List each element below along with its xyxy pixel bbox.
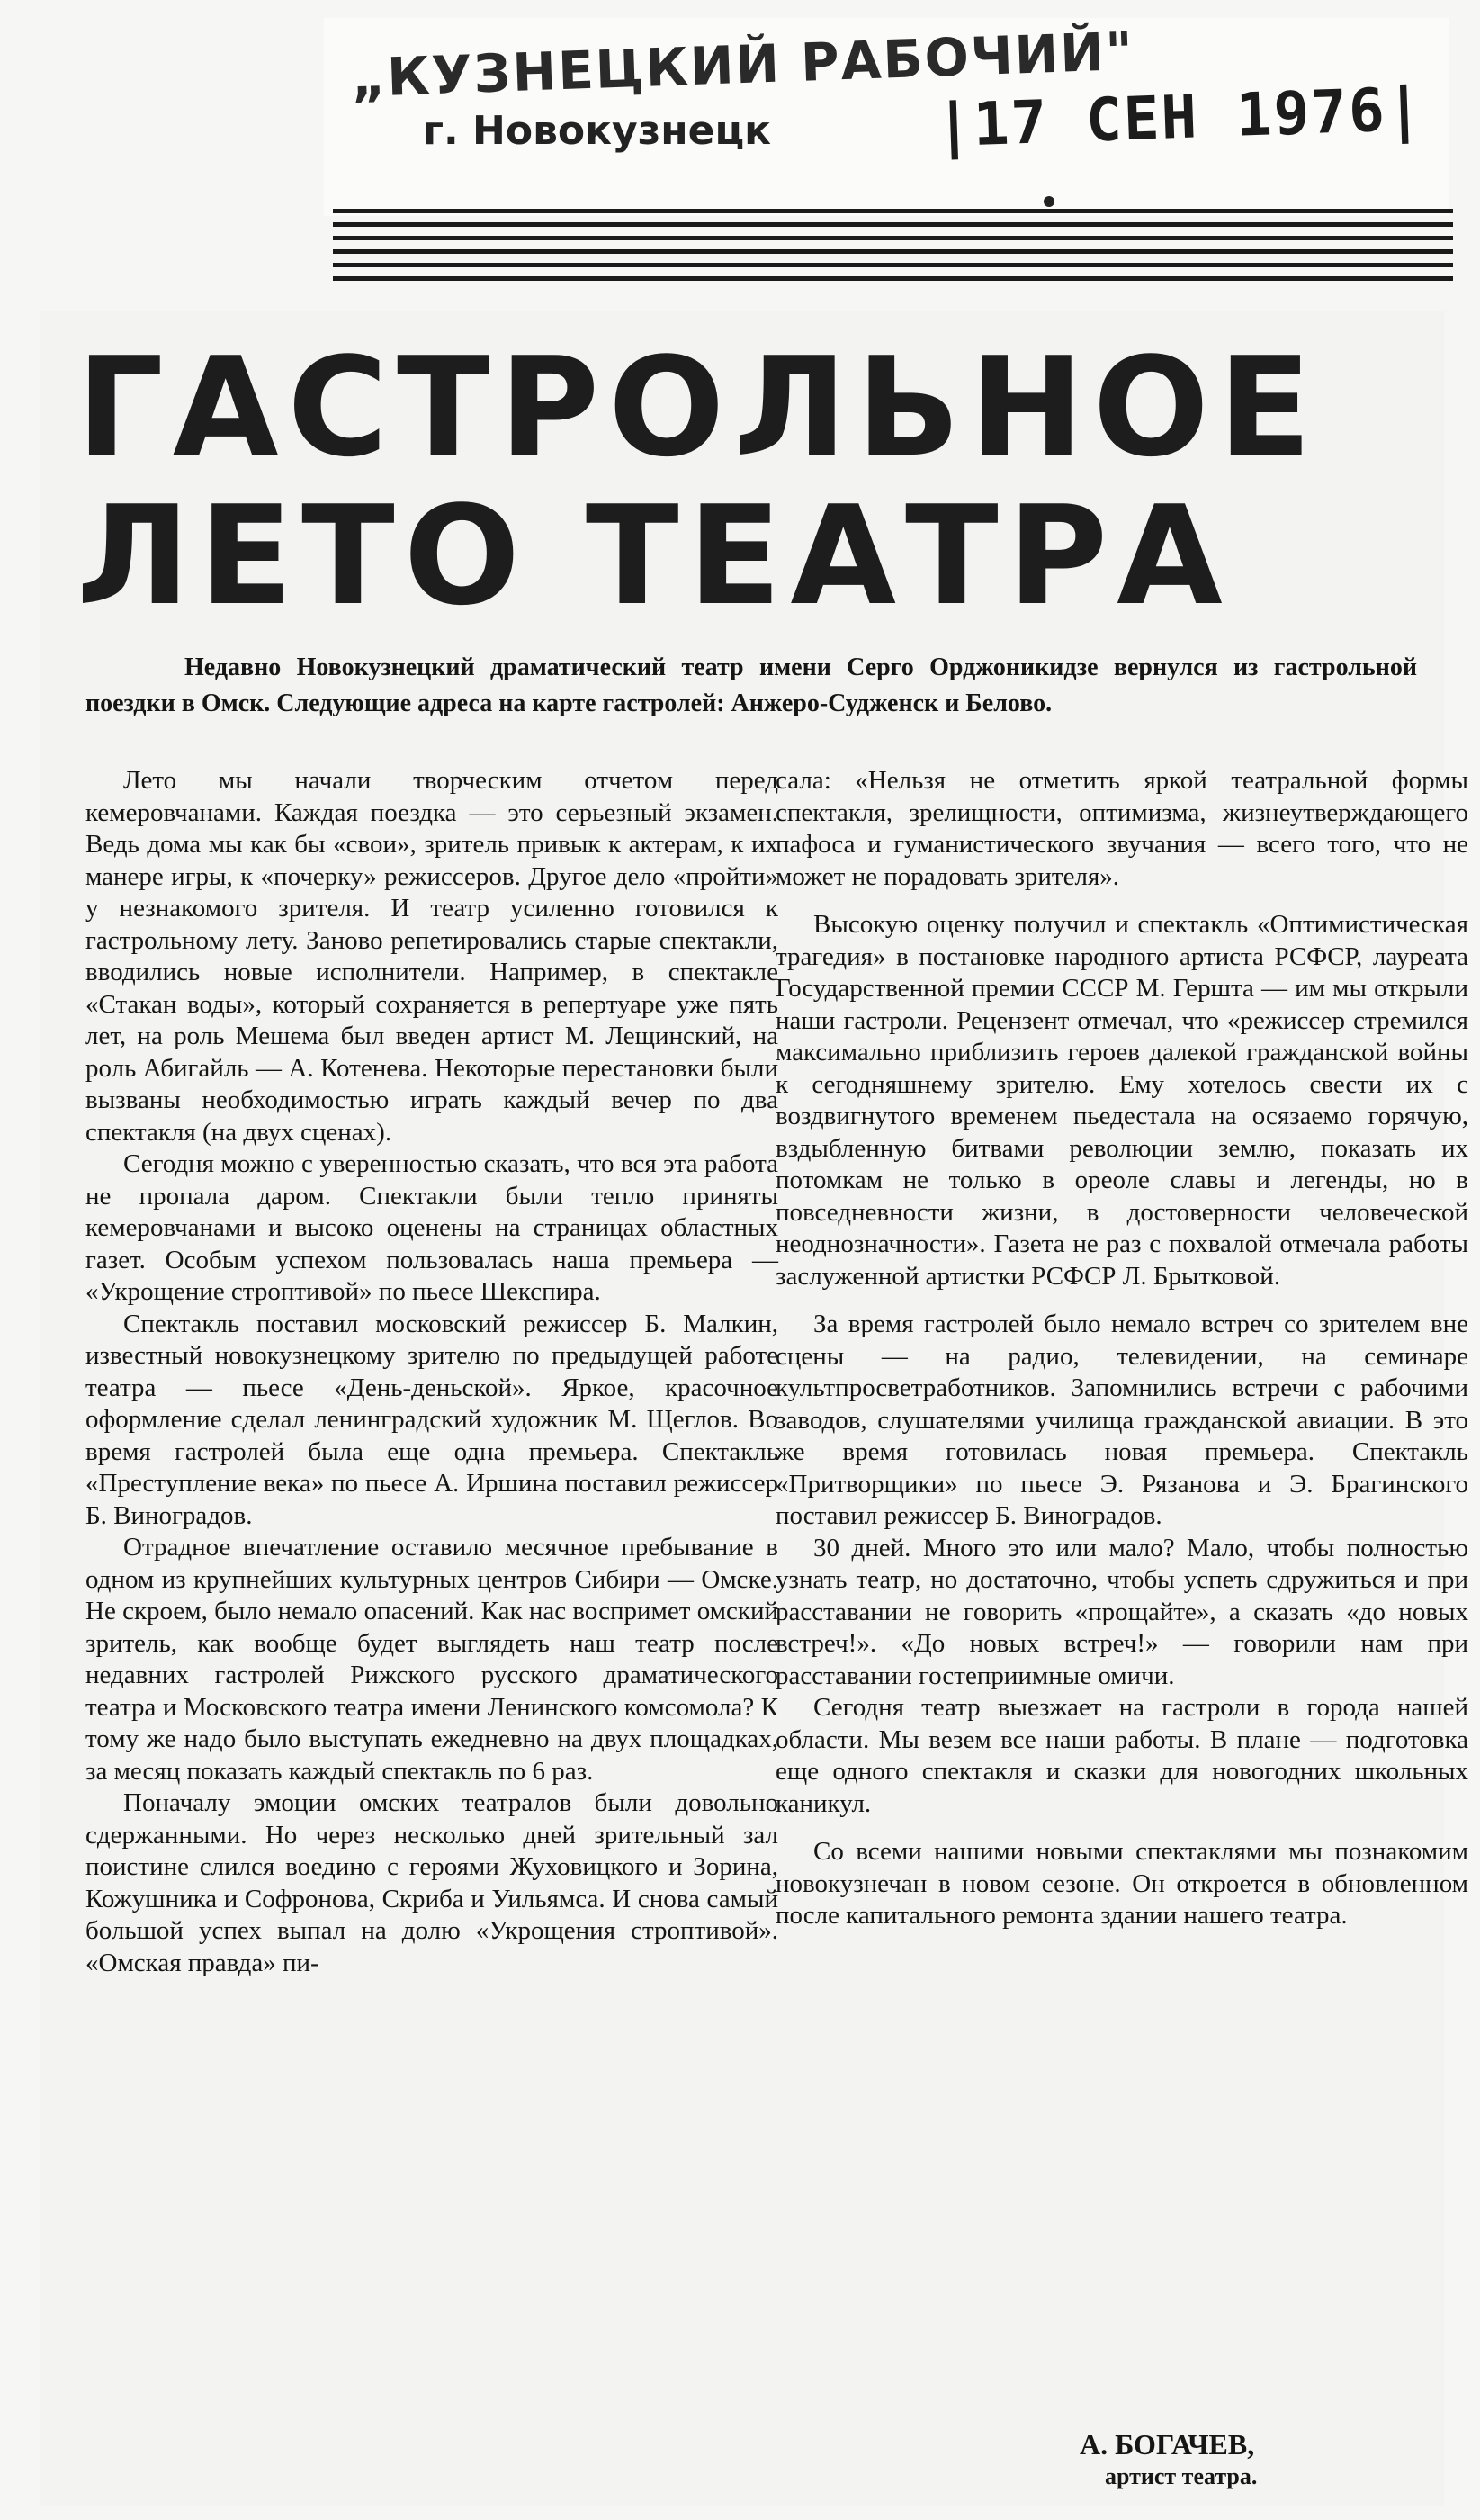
- article-lead: Недавно Новокузнецкий драматический театр имени Серго Орджоникидзе вернулся из гастрольной поездки в Омск. Следующие адреса на карте гастролей: Анжеро-Судженск и Белово.: [85, 653, 1417, 717]
- paragraph: Отрадное впечатление оставило месячное пребывание в одном из крупнейших культурных центров Сибири — Омске. Не скроем, было немало опасений. Как нас воспримет омский зритель, как вообще будет выглядеть наш театр после недавних гастролей Рижского русского драматического театра и Московского театра имени Ленинского комсомола? К тому же надо было выступать ежедневно на двух площадках, за месяц показать каждый спектакль по 6 раз.: [85, 1533, 778, 1786]
- article-column-right: [776, 765, 1468, 1932]
- paragraph: Спектакль поставил московский режиссер Б. Малкин, известный новокузнецкому зрителю по предыдущей работе театра — пьесе «День-деньской». Яркое, красочное оформление сделал ленинградский художник М. Щеглов. Во время гастролей была еще одна премьера. Спектакль «Преступление века» по пьесе А. Иршина поставил режиссер Б. Виноградов.: [85, 1309, 778, 1530]
- author-role: артист театра.: [1105, 2463, 1258, 2489]
- newspaper-name: „КУЗНЕЦКИЙ РАБОЧИЙ": [350, 20, 1136, 110]
- paragraph: Поначалу эмоции омских театралов были довольно сдержанными. Но через несколько дней зрительный зал поистине слился воедино с героями Жуховицкого и Зорина, Кожушника и Софронова, Скриба и Уильямса. И снова самый большой успех выпал на долю «Укрощения строптивой». «Омская правда» пи-: [85, 1788, 778, 1977]
- paragraph: Со всеми нашими новыми спектаклями мы познакомим новокузнечан в новом сезоне. Он откроется в обновленном после капитального ремонта здании нашего театра.: [776, 1837, 1468, 1930]
- author-signature: А. БОГАЧЕВ,: [1080, 2428, 1255, 2461]
- ink-dot: [1044, 196, 1054, 207]
- article-column-left: [85, 765, 778, 1979]
- paragraph: Лето мы начали творческим отчетом перед кемеровчанами. Каждая поездка — это серьезный экзамен. Ведь дома мы как бы «свои», зритель привык к актерам, к их манере игры, к «почерку» режиссеров. Другое дело «пройти» у незнакомого зрителя. И театр усиленно готовился к гастрольному лету. Заново репетировались старые спектакли, вводились новые исполнители. Например, в спектакле «Стакан воды», который сохраняется в репертуаре уже пять лет, на роль Мешема был введен артист М. Лещинский, на роль Абигайль — А. Котенева. Некоторые перестановки были вызваны необходимостью играть каждый вечер по два спектакля (на двух сценах).: [85, 766, 778, 1147]
- paragraph: За время гастролей было немало встреч со зрителем вне сцены — на радио, телевидении, на семинаре культпросветработников. Запомнились встречи с рабочими заводов, слушателями училища гражданской авиации. В это же время готовилась новая премьера. Спектакль «Притворщики» по пьесе Э. Рязанова и Э. Брагинского поставил режиссер Б. Виноградов.: [776, 1310, 1468, 1530]
- paragraph: Сегодня можно с уверенностью сказать, что вся эта работа не пропала даром. Спектакли были тепло приняты кемеровчанами и высоко оценены на страницах областных газет. Особым успехом пользовалась наша премьера — «Укрощение строптивой» по пьесе Шекспира.: [85, 1149, 778, 1306]
- paragraph: Высокую оценку получил и спектакль «Оптимистическая трагедия» в постановке народного артиста РСФСР, лауреата Государственной премии СССР М. Гершта — им мы открыли наши гастроли. Рецензент отмечал, что «режиссер стремился максимально приблизить героев далекой гражданской войны к сегодняшнему зрителю. Ему хотелось свести их с воздвигнутого временем пьедестала на осязаемо горячую, вздыбленную битвами революции землю, показать их потомкам не только в ореоле славы и легенды, но в повседневности жизни, в достоверности человеческой неоднозначности». Газета не раз с похвалой отмечала работы заслуженной артистки РСФСР Л. Брытковой.: [776, 910, 1468, 1291]
- paragraph: сала: «Нельзя не отметить яркой театральной формы спектакля, зрелищности, оптимизма, жизнеутверждающего пафоса и гуманистического звучания — всего того, что не может не порадовать зрителя».: [776, 766, 1468, 891]
- newspaper-city: г. Новокузнецк: [423, 108, 771, 154]
- article-headline: ГАСТРОЛЬНОЕ ЛЕТО ТЕАТРА: [76, 328, 1321, 635]
- date-stamp: |17 СЕН 1976|: [934, 74, 1425, 161]
- paragraph: 30 дней. Много это или мало? Мало, чтобы полностью узнать театр, но достаточно, чтобы успеть сдружиться и при расставании не говорить «прощайте», а сказать «до новых встреч!». «До новых встреч!» — говорили нам при расставании гостеприимные омичи.: [776, 1533, 1468, 1690]
- header-rule-lines: [333, 209, 1453, 281]
- paragraph: Сегодня театр выезжает на гастроли в города нашей области. Мы везем все наши работы. В плане — подготовка еще одного спектакля и сказки для новогодних школьных каникул.: [776, 1693, 1468, 1818]
